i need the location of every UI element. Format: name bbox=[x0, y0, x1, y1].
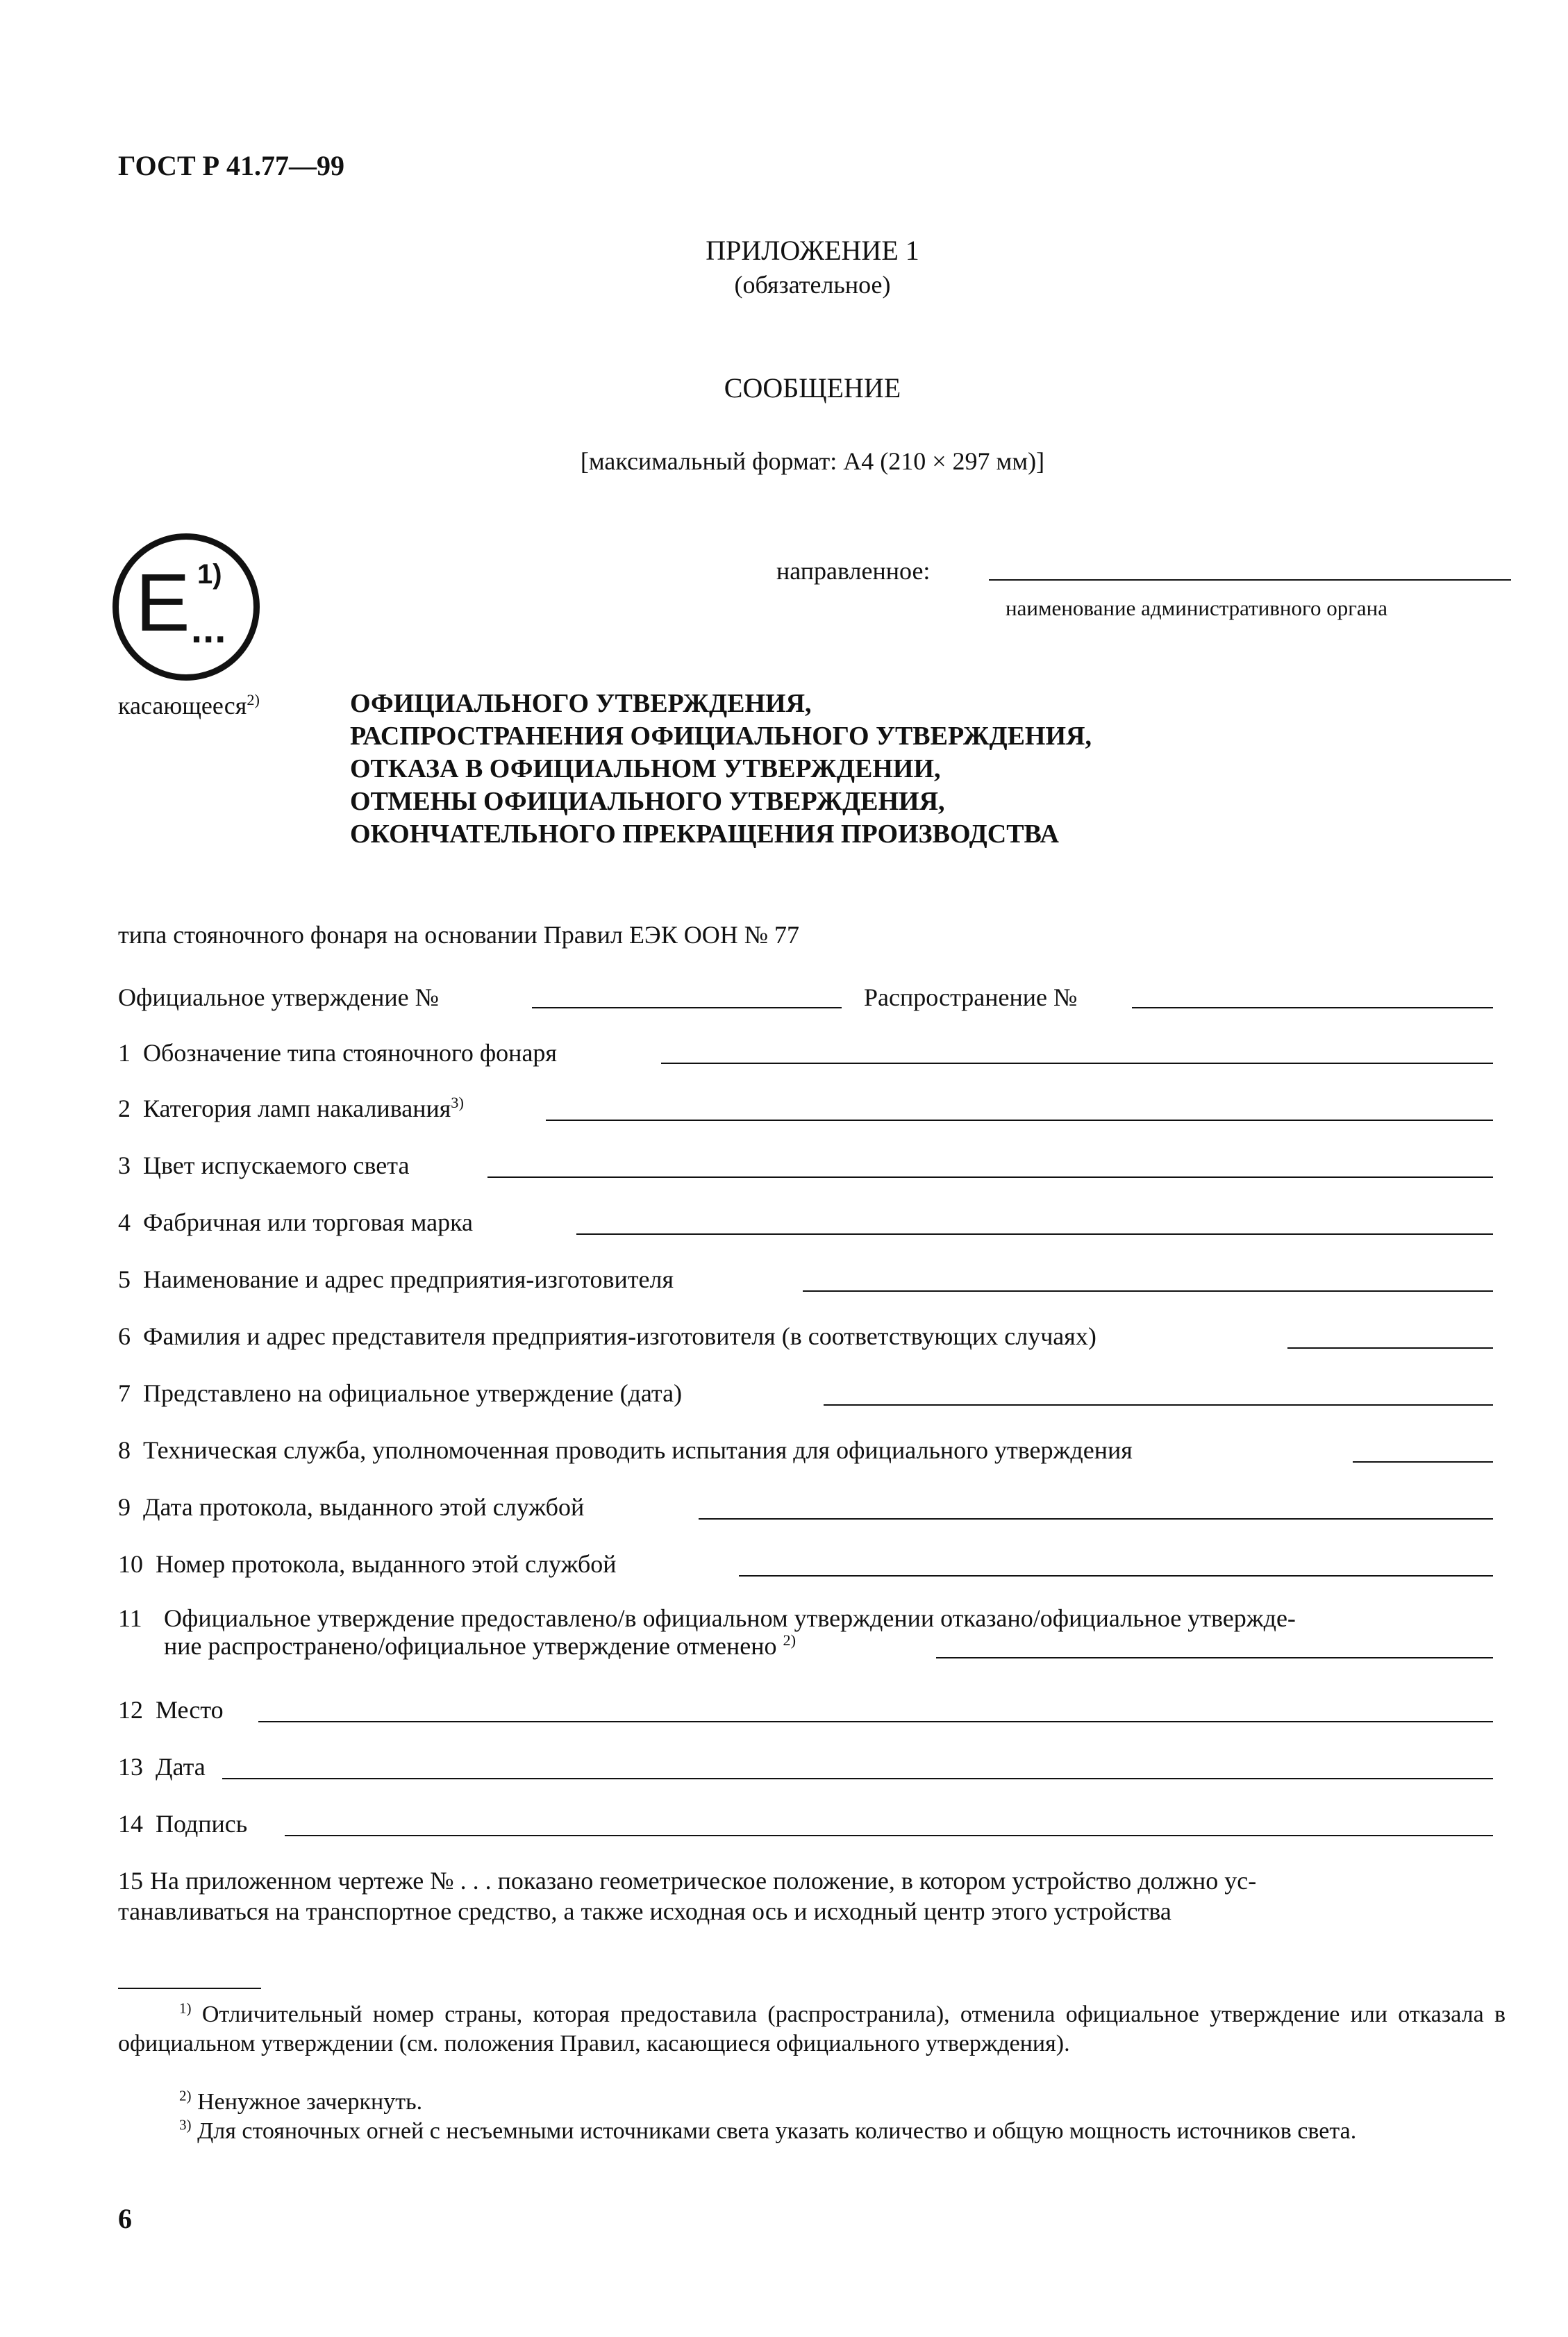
item-number: 9 bbox=[118, 1493, 131, 1521]
item-number: 14 bbox=[118, 1810, 143, 1838]
approval-number-label: Официальное утверждение № bbox=[118, 983, 440, 1011]
item-text: Место bbox=[156, 1696, 224, 1724]
item-text: Представлено на официальное утверждение (дата) bbox=[143, 1379, 683, 1407]
form-item-10-field[interactable] bbox=[739, 1575, 1493, 1577]
item-number: 2 bbox=[118, 1095, 131, 1122]
footnote-1 bbox=[118, 2000, 1506, 2059]
item-text: Цвет испускаемого света bbox=[143, 1151, 410, 1179]
form-item-2-label bbox=[118, 1093, 464, 1124]
item-number: 12 bbox=[118, 1696, 143, 1724]
footnote-text: Ненужное зачеркнуть. bbox=[197, 2089, 423, 2115]
approval-mark-dots: ... bbox=[191, 606, 227, 651]
decision-options bbox=[350, 688, 1092, 851]
footnote-mark: 3) bbox=[179, 2116, 192, 2134]
form-item-3-field[interactable] bbox=[487, 1176, 1493, 1178]
item-number: 7 bbox=[118, 1379, 131, 1407]
item-text: ние распространено/официальное утверждение отменено bbox=[164, 1632, 777, 1660]
form-item-8-label bbox=[118, 1435, 1133, 1465]
format-note: [максимальный формат: А4 (210 × 297 мм)] bbox=[580, 447, 1045, 475]
form-item-15-line2: танавливаться на транспортное средство, а также исходная ось и исходный центр этого устройства bbox=[118, 1897, 1171, 1925]
form-item-11-line1: Официальное утверждение предоставлено/в официальном утверждении отказано/официальное утвержде- bbox=[164, 1604, 1296, 1632]
item-number: 3 bbox=[118, 1151, 131, 1179]
decision-option: ОФИЦИАЛЬНОГО УТВЕРЖДЕНИЯ, bbox=[350, 689, 812, 718]
form-item-15-number: 15 bbox=[118, 1867, 143, 1895]
form-item-5-label bbox=[118, 1264, 674, 1295]
item-text: Техническая служба, уполномоченная проводить испытания для официального утверждения bbox=[143, 1436, 1133, 1464]
form-item-7-label bbox=[118, 1378, 682, 1408]
item-number: 4 bbox=[118, 1208, 131, 1236]
addressee-caption: наименование административного органа bbox=[1006, 596, 1388, 620]
form-item-14-field[interactable] bbox=[285, 1835, 1493, 1836]
form-item-14-label bbox=[118, 1808, 247, 1839]
subject-line: типа стояночного фонаря на основании Правил ЕЭК ООН № 77 bbox=[118, 921, 800, 949]
concerning-label bbox=[118, 690, 260, 721]
message-heading: СООБЩЕНИЕ bbox=[724, 372, 901, 404]
footnote-2 bbox=[118, 2088, 1506, 2117]
extension-number-label: Распространение № bbox=[864, 983, 1078, 1011]
item-footnote-mark: 2) bbox=[783, 1631, 796, 1649]
form-item-8-field[interactable] bbox=[1353, 1461, 1493, 1463]
item-number: 1 bbox=[118, 1039, 131, 1067]
item-text: Наименование и адрес предприятия-изготовителя bbox=[143, 1265, 674, 1293]
addressee-label: направленное: bbox=[776, 557, 931, 585]
footnote-mark: 2) bbox=[179, 2087, 192, 2104]
annex-title: ПРИЛОЖЕНИЕ 1 bbox=[706, 235, 919, 266]
form-item-13-label bbox=[118, 1752, 206, 1782]
concerning-label-text: касающееся bbox=[118, 692, 247, 720]
annex-status: (обязательное) bbox=[734, 271, 891, 299]
form-item-4-label bbox=[118, 1207, 473, 1238]
form-item-1-field[interactable] bbox=[661, 1063, 1493, 1064]
footnote-3 bbox=[118, 2117, 1506, 2146]
footnote-text: Для стояночных огней с несъемными источниками света указать количество и общую мощность источников света. bbox=[197, 2118, 1357, 2144]
form-item-10-label bbox=[118, 1549, 617, 1579]
item-number: 5 bbox=[118, 1265, 131, 1293]
form-item-6-field[interactable] bbox=[1287, 1347, 1493, 1349]
form-item-15-line1: На приложенном чертеже № . . . показано геометрическое положение, в котором устройство должно ус- bbox=[150, 1867, 1257, 1895]
item-text: Дата bbox=[156, 1753, 206, 1781]
footnote-text: Отличительный номер страны, которая предоставила (распространила), отменила официальное утверждение или отказала в официальном утверждении (см. положения Правил, касающиеся официального утверждения). bbox=[118, 2002, 1506, 2056]
item-number: 6 bbox=[118, 1322, 131, 1350]
item-text: Подпись bbox=[156, 1810, 248, 1838]
approval-mark-footnote: 1) bbox=[197, 559, 222, 590]
decision-option: РАСПРОСТРАНЕНИЯ ОФИЦИАЛЬНОГО УТВЕРЖДЕНИЯ, bbox=[350, 722, 1092, 751]
form-item-1-label bbox=[118, 1038, 557, 1068]
item-number: 8 bbox=[118, 1436, 131, 1464]
item-number: 10 bbox=[118, 1550, 143, 1578]
footnote-divider bbox=[118, 1988, 261, 1989]
form-item-4-field[interactable] bbox=[576, 1233, 1493, 1235]
item-text: Фабричная или торговая марка bbox=[143, 1208, 474, 1236]
item-text: Обозначение типа стояночного фонаря bbox=[143, 1039, 557, 1067]
form-item-9-label bbox=[118, 1492, 584, 1522]
extension-number-field[interactable] bbox=[1132, 1007, 1493, 1008]
form-item-5-field[interactable] bbox=[803, 1290, 1493, 1292]
approval-mark-emblem bbox=[112, 533, 260, 681]
concerning-footnote-mark: 2) bbox=[247, 691, 260, 708]
item-footnote-mark: 3) bbox=[451, 1094, 464, 1111]
page-number: 6 bbox=[118, 2203, 132, 2234]
approval-mark-letter: E bbox=[135, 557, 190, 649]
form-item-11-line2 bbox=[164, 1631, 796, 1661]
document-code: ГОСТ Р 41.77—99 bbox=[118, 150, 345, 181]
form-item-11-field[interactable] bbox=[936, 1657, 1493, 1658]
form-item-12-label bbox=[118, 1695, 224, 1725]
form-item-13-field[interactable] bbox=[222, 1778, 1493, 1779]
item-text: Фамилия и адрес представителя предприятия-изготовителя (в соответствующих случаях) bbox=[143, 1322, 1096, 1350]
item-text: Номер протокола, выданного этой службой bbox=[156, 1550, 617, 1578]
decision-option: ОКОНЧАТЕЛЬНОГО ПРЕКРАЩЕНИЯ ПРОИЗВОДСТВА bbox=[350, 820, 1059, 849]
form-item-2-field[interactable] bbox=[546, 1120, 1493, 1121]
decision-option: ОТМЕНЫ ОФИЦИАЛЬНОГО УТВЕРЖДЕНИЯ, bbox=[350, 787, 945, 816]
item-number: 13 bbox=[118, 1753, 143, 1781]
addressee-field[interactable] bbox=[989, 579, 1511, 581]
footnote-mark: 1) bbox=[179, 1999, 192, 2017]
form-item-6-label bbox=[118, 1321, 1096, 1352]
decision-option: ОТКАЗА В ОФИЦИАЛЬНОМ УТВЕРЖДЕНИИ, bbox=[350, 754, 941, 783]
form-item-12-field[interactable] bbox=[258, 1721, 1493, 1722]
form-item-9-field[interactable] bbox=[699, 1518, 1493, 1520]
form-item-11-number: 11 bbox=[118, 1604, 142, 1632]
form-item-7-field[interactable] bbox=[824, 1404, 1493, 1406]
item-text: Категория ламп накаливания bbox=[143, 1095, 451, 1122]
approval-number-field[interactable] bbox=[532, 1007, 842, 1008]
item-text: Дата протокола, выданного этой службой bbox=[143, 1493, 585, 1521]
form-item-3-label bbox=[118, 1150, 409, 1181]
